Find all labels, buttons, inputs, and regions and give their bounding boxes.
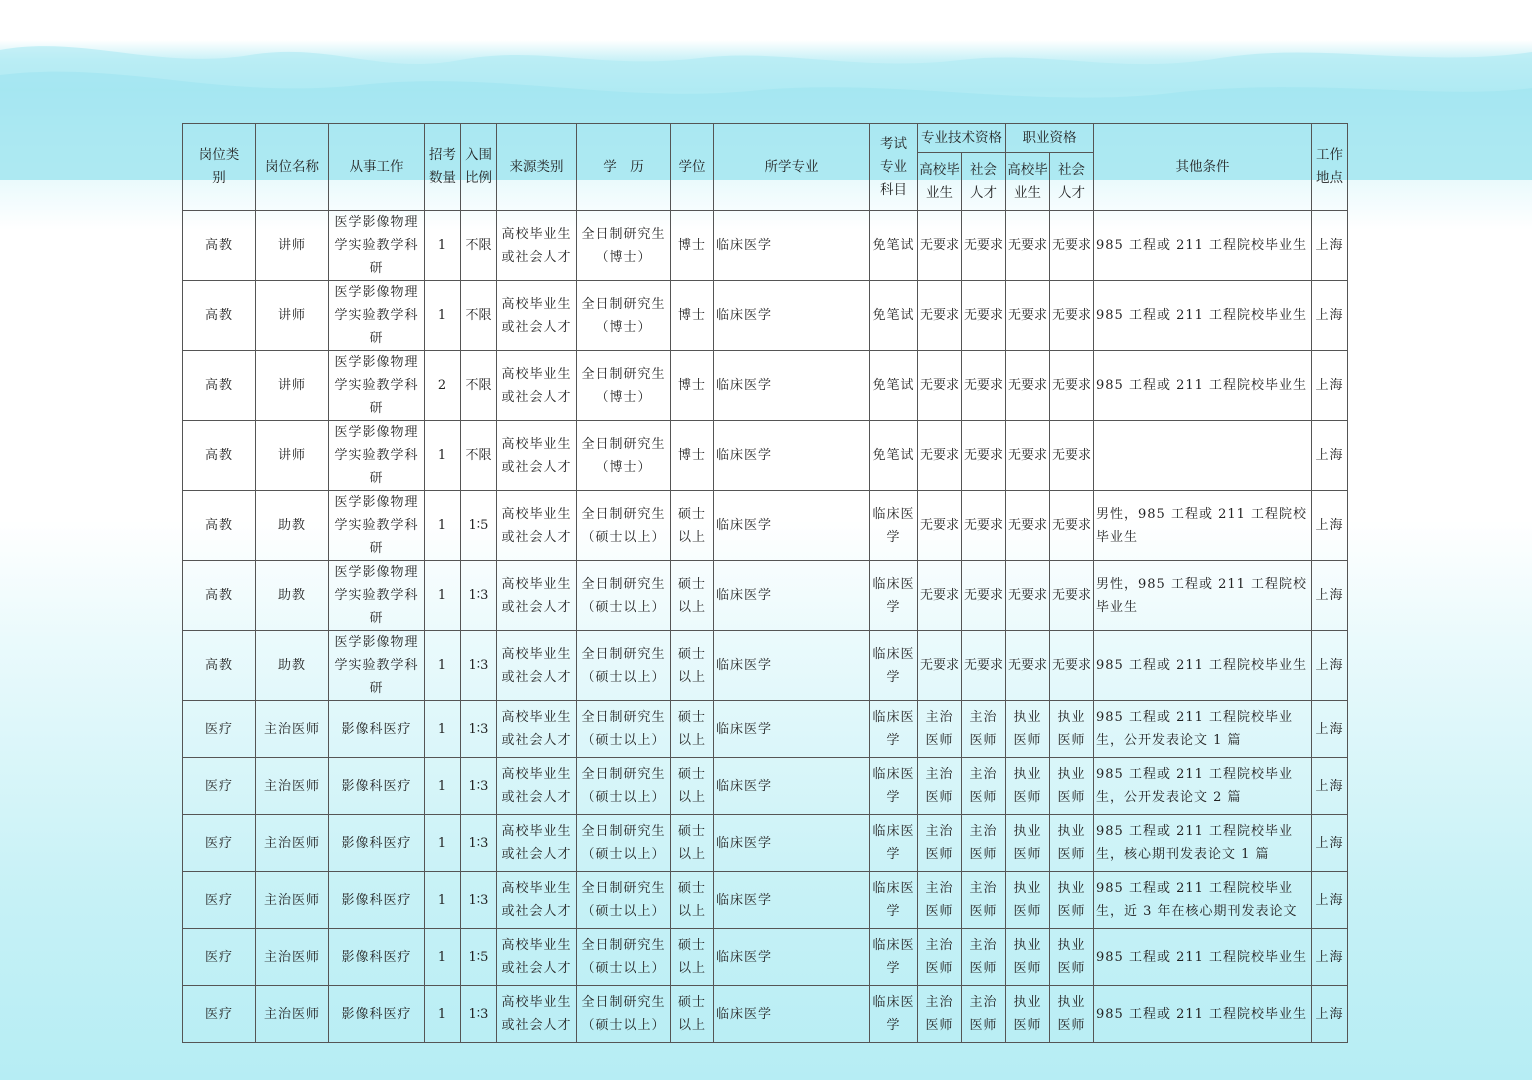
- cell-degree: 硕士以上: [671, 701, 714, 758]
- cell-tq-grad: 主治医师: [918, 986, 962, 1043]
- cell-tq-talent: 无要求: [962, 491, 1006, 561]
- cell-tq-talent: 无要求: [962, 211, 1006, 281]
- cell-pq-grad: 无要求: [1006, 211, 1050, 281]
- cell-tq-talent: 无要求: [962, 631, 1006, 701]
- cell-pq-talent: 执业医师: [1050, 758, 1094, 815]
- cell-other: 985 工程或 211 工程院校毕业生，公开发表论文 2 篇: [1094, 758, 1312, 815]
- cell-location: 上海: [1312, 815, 1348, 872]
- cell-pq-grad: 无要求: [1006, 631, 1050, 701]
- cell-count: 2: [425, 351, 461, 421]
- cell-source: 高校毕业生或社会人才: [497, 758, 577, 815]
- cell-pq-grad: 执业医师: [1006, 815, 1050, 872]
- cell-education: 全日制研究生（博士）: [577, 281, 671, 351]
- cell-degree: 硕士以上: [671, 561, 714, 631]
- cell-exam: 免笔试: [870, 421, 918, 491]
- cell-major: 临床医学: [714, 986, 870, 1043]
- cell-major: 临床医学: [714, 281, 870, 351]
- cell-location: 上海: [1312, 701, 1348, 758]
- cell-category: 高教: [183, 351, 256, 421]
- header-major: 所学专业: [714, 124, 870, 211]
- cell-major: 临床医学: [714, 561, 870, 631]
- cell-category: 高教: [183, 281, 256, 351]
- cell-other: [1094, 421, 1312, 491]
- cell-degree: 硕士以上: [671, 815, 714, 872]
- cell-work: 医学影像物理学实验教学科研: [329, 561, 425, 631]
- cell-position: 主治医师: [256, 815, 329, 872]
- cell-major: 临床医学: [714, 929, 870, 986]
- header-position: 岗位名称: [256, 124, 329, 211]
- cell-major: 临床医学: [714, 815, 870, 872]
- cell-work: 医学影像物理学实验教学科研: [329, 491, 425, 561]
- header-tq-talent: 社会人才: [962, 153, 1006, 211]
- recruitment-table: [182, 123, 1348, 1043]
- cell-position: 主治医师: [256, 929, 329, 986]
- cell-exam: 临床医学: [870, 815, 918, 872]
- cell-degree: 博士: [671, 281, 714, 351]
- cell-tq-grad: 主治医师: [918, 701, 962, 758]
- cell-tq-grad: 主治医师: [918, 872, 962, 929]
- cell-major: 临床医学: [714, 211, 870, 281]
- cell-pq-grad: 无要求: [1006, 421, 1050, 491]
- cell-source: 高校毕业生或社会人才: [497, 561, 577, 631]
- cell-ratio: 1∶3: [461, 986, 497, 1043]
- cell-tq-talent: 主治医师: [962, 872, 1006, 929]
- header-count: 招考数量: [425, 124, 461, 211]
- cell-work: 影像科医疗: [329, 929, 425, 986]
- cell-tq-talent: 主治医师: [962, 929, 1006, 986]
- cell-ratio: 不限: [461, 421, 497, 491]
- cell-source: 高校毕业生或社会人才: [497, 701, 577, 758]
- cell-other: 985 工程或 211 工程院校毕业生: [1094, 281, 1312, 351]
- cell-ratio: 不限: [461, 351, 497, 421]
- cell-count: 1: [425, 561, 461, 631]
- cell-work: 影像科医疗: [329, 986, 425, 1043]
- cell-work: 医学影像物理学实验教学科研: [329, 281, 425, 351]
- cell-pq-talent: 无要求: [1050, 421, 1094, 491]
- cell-location: 上海: [1312, 281, 1348, 351]
- cell-other: 985 工程或 211 工程院校毕业生: [1094, 986, 1312, 1043]
- cell-work: 影像科医疗: [329, 815, 425, 872]
- cell-location: 上海: [1312, 631, 1348, 701]
- cell-pq-grad: 执业医师: [1006, 758, 1050, 815]
- cell-category: 医疗: [183, 815, 256, 872]
- cell-location: 上海: [1312, 758, 1348, 815]
- cell-work: 医学影像物理学实验教学科研: [329, 211, 425, 281]
- cell-count: 1: [425, 986, 461, 1043]
- cell-pq-grad: 执业医师: [1006, 986, 1050, 1043]
- cell-education: 全日制研究生（硕士以上）: [577, 491, 671, 561]
- cell-category: 高教: [183, 631, 256, 701]
- cell-tq-talent: 无要求: [962, 351, 1006, 421]
- cell-pq-grad: 无要求: [1006, 281, 1050, 351]
- cell-exam: 临床医学: [870, 986, 918, 1043]
- cell-position: 主治医师: [256, 758, 329, 815]
- cell-exam: 免笔试: [870, 351, 918, 421]
- cell-education: 全日制研究生（硕士以上）: [577, 758, 671, 815]
- header-exam: 考试专业科目: [870, 124, 918, 211]
- cell-other: 985 工程或 211 工程院校毕业生: [1094, 631, 1312, 701]
- recruitment-table-container: [182, 123, 1348, 1043]
- cell-education: 全日制研究生（博士）: [577, 211, 671, 281]
- cell-major: 临床医学: [714, 872, 870, 929]
- cell-category: 医疗: [183, 929, 256, 986]
- cell-major: 临床医学: [714, 631, 870, 701]
- cell-count: 1: [425, 815, 461, 872]
- cell-ratio: 1∶5: [461, 491, 497, 561]
- cell-other: 985 工程或 211 工程院校毕业生: [1094, 211, 1312, 281]
- cell-exam: 免笔试: [870, 281, 918, 351]
- cell-degree: 硕士以上: [671, 929, 714, 986]
- cell-tq-grad: 主治医师: [918, 929, 962, 986]
- cell-tq-grad: 无要求: [918, 421, 962, 491]
- cell-pq-talent: 执业医师: [1050, 986, 1094, 1043]
- cell-pq-talent: 执业医师: [1050, 701, 1094, 758]
- header-tech-qualification: 专业技术资格: [918, 124, 1006, 153]
- cell-other: 985 工程或 211 工程院校毕业生，公开发表论文 1 篇: [1094, 701, 1312, 758]
- cell-source: 高校毕业生或社会人才: [497, 351, 577, 421]
- cell-location: 上海: [1312, 211, 1348, 281]
- cell-pq-grad: 执业医师: [1006, 701, 1050, 758]
- cell-major: 临床医学: [714, 421, 870, 491]
- cell-work: 影像科医疗: [329, 758, 425, 815]
- header-work: 从事工作: [329, 124, 425, 211]
- cell-pq-grad: 无要求: [1006, 491, 1050, 561]
- cell-tq-grad: 无要求: [918, 491, 962, 561]
- cell-category: 医疗: [183, 872, 256, 929]
- cell-category: 医疗: [183, 701, 256, 758]
- cell-pq-grad: 无要求: [1006, 561, 1050, 631]
- cell-tq-talent: 无要求: [962, 421, 1006, 491]
- cell-count: 1: [425, 758, 461, 815]
- cell-position: 助教: [256, 561, 329, 631]
- cell-tq-grad: 无要求: [918, 561, 962, 631]
- cell-exam: 临床医学: [870, 701, 918, 758]
- cell-source: 高校毕业生或社会人才: [497, 986, 577, 1043]
- cell-education: 全日制研究生（博士）: [577, 351, 671, 421]
- cell-other: 男性，985 工程或 211 工程院校毕业生: [1094, 491, 1312, 561]
- cell-pq-talent: 执业医师: [1050, 815, 1094, 872]
- cell-work: 影像科医疗: [329, 872, 425, 929]
- cell-pq-talent: 无要求: [1050, 631, 1094, 701]
- table-row: [183, 872, 1348, 929]
- cell-tq-grad: 无要求: [918, 281, 962, 351]
- cell-ratio: 1∶3: [461, 815, 497, 872]
- cell-pq-talent: 执业医师: [1050, 929, 1094, 986]
- header-prof-qualification: 职业资格: [1006, 124, 1094, 153]
- cell-work: 医学影像物理学实验教学科研: [329, 631, 425, 701]
- cell-tq-talent: 无要求: [962, 561, 1006, 631]
- table-row: [183, 491, 1348, 561]
- table-row: [183, 815, 1348, 872]
- cell-location: 上海: [1312, 929, 1348, 986]
- cell-location: 上海: [1312, 872, 1348, 929]
- table-row: [183, 561, 1348, 631]
- header-pq-grad: 高校毕业生: [1006, 153, 1050, 211]
- cell-ratio: 1∶3: [461, 701, 497, 758]
- cell-education: 全日制研究生（硕士以上）: [577, 561, 671, 631]
- cell-category: 高教: [183, 491, 256, 561]
- cell-count: 1: [425, 281, 461, 351]
- cell-category: 高教: [183, 421, 256, 491]
- cell-work: 影像科医疗: [329, 701, 425, 758]
- cell-ratio: 不限: [461, 211, 497, 281]
- cell-position: 助教: [256, 491, 329, 561]
- cell-count: 1: [425, 872, 461, 929]
- table-row: [183, 351, 1348, 421]
- cell-exam: 临床医学: [870, 561, 918, 631]
- cell-ratio: 不限: [461, 281, 497, 351]
- cell-education: 全日制研究生（硕士以上）: [577, 872, 671, 929]
- cell-education: 全日制研究生（硕士以上）: [577, 815, 671, 872]
- cell-other: 985 工程或 211 工程院校毕业生: [1094, 929, 1312, 986]
- cell-work: 医学影像物理学实验教学科研: [329, 421, 425, 491]
- cell-source: 高校毕业生或社会人才: [497, 815, 577, 872]
- cell-work: 医学影像物理学实验教学科研: [329, 351, 425, 421]
- cell-degree: 硕士以上: [671, 986, 714, 1043]
- cell-tq-talent: 主治医师: [962, 815, 1006, 872]
- cell-ratio: 1∶5: [461, 929, 497, 986]
- cell-position: 助教: [256, 631, 329, 701]
- cell-category: 医疗: [183, 986, 256, 1043]
- table-row: [183, 281, 1348, 351]
- cell-source: 高校毕业生或社会人才: [497, 872, 577, 929]
- cell-pq-grad: 无要求: [1006, 351, 1050, 421]
- cell-pq-talent: 无要求: [1050, 281, 1094, 351]
- cell-position: 主治医师: [256, 986, 329, 1043]
- cell-source: 高校毕业生或社会人才: [497, 491, 577, 561]
- cell-education: 全日制研究生（硕士以上）: [577, 701, 671, 758]
- cell-other: 985 工程或 211 工程院校毕业生: [1094, 351, 1312, 421]
- cell-exam: 临床医学: [870, 929, 918, 986]
- cell-major: 临床医学: [714, 351, 870, 421]
- cell-education: 全日制研究生（硕士以上）: [577, 986, 671, 1043]
- cell-other: 男性，985 工程或 211 工程院校毕业生: [1094, 561, 1312, 631]
- header-degree: 学位: [671, 124, 714, 211]
- cell-exam: 临床医学: [870, 872, 918, 929]
- header-source: 来源类别: [497, 124, 577, 211]
- cell-position: 讲师: [256, 211, 329, 281]
- cell-major: 临床医学: [714, 491, 870, 561]
- cell-major: 临床医学: [714, 701, 870, 758]
- cell-degree: 博士: [671, 211, 714, 281]
- header-tq-grad: 高校毕业生: [918, 153, 962, 211]
- table-row: [183, 631, 1348, 701]
- cell-count: 1: [425, 631, 461, 701]
- cell-pq-talent: 无要求: [1050, 561, 1094, 631]
- cell-source: 高校毕业生或社会人才: [497, 211, 577, 281]
- cell-position: 讲师: [256, 421, 329, 491]
- table-body: [183, 211, 1348, 1043]
- table-row: [183, 701, 1348, 758]
- cell-source: 高校毕业生或社会人才: [497, 421, 577, 491]
- cell-location: 上海: [1312, 561, 1348, 631]
- cell-count: 1: [425, 701, 461, 758]
- table-row: [183, 421, 1348, 491]
- cell-position: 讲师: [256, 351, 329, 421]
- cell-location: 上海: [1312, 351, 1348, 421]
- cell-ratio: 1∶3: [461, 561, 497, 631]
- cell-degree: 硕士以上: [671, 631, 714, 701]
- cell-tq-grad: 无要求: [918, 631, 962, 701]
- cell-category: 高教: [183, 561, 256, 631]
- cell-pq-grad: 执业医师: [1006, 929, 1050, 986]
- header-other: 其他条件: [1094, 124, 1312, 211]
- table-row: [183, 211, 1348, 281]
- cell-position: 主治医师: [256, 872, 329, 929]
- cell-count: 1: [425, 491, 461, 561]
- cell-tq-grad: 无要求: [918, 211, 962, 281]
- cell-pq-grad: 执业医师: [1006, 872, 1050, 929]
- header-ratio: 入围比例: [461, 124, 497, 211]
- cell-other: 985 工程或 211 工程院校毕业生，近 3 年在核心期刊发表论文: [1094, 872, 1312, 929]
- table-row: [183, 929, 1348, 986]
- cell-degree: 硕士以上: [671, 491, 714, 561]
- cell-category: 高教: [183, 211, 256, 281]
- table-row: [183, 758, 1348, 815]
- cell-tq-talent: 主治医师: [962, 758, 1006, 815]
- cell-exam: 临床医学: [870, 631, 918, 701]
- cell-pq-talent: 无要求: [1050, 211, 1094, 281]
- cell-count: 1: [425, 421, 461, 491]
- cell-source: 高校毕业生或社会人才: [497, 631, 577, 701]
- cell-location: 上海: [1312, 491, 1348, 561]
- cell-tq-grad: 主治医师: [918, 758, 962, 815]
- cell-tq-grad: 无要求: [918, 351, 962, 421]
- cell-exam: 免笔试: [870, 211, 918, 281]
- header-pq-talent: 社会人才: [1050, 153, 1094, 211]
- table-row: [183, 986, 1348, 1043]
- cell-source: 高校毕业生或社会人才: [497, 929, 577, 986]
- cell-degree: 硕士以上: [671, 872, 714, 929]
- cell-ratio: 1∶3: [461, 758, 497, 815]
- cell-degree: 博士: [671, 421, 714, 491]
- cell-category: 医疗: [183, 758, 256, 815]
- cell-position: 讲师: [256, 281, 329, 351]
- cell-tq-talent: 主治医师: [962, 986, 1006, 1043]
- cell-ratio: 1∶3: [461, 872, 497, 929]
- cell-degree: 博士: [671, 351, 714, 421]
- cell-tq-grad: 主治医师: [918, 815, 962, 872]
- cell-major: 临床医学: [714, 758, 870, 815]
- cell-position: 主治医师: [256, 701, 329, 758]
- header-location: 工作地点: [1312, 124, 1348, 211]
- cell-pq-talent: 执业医师: [1050, 872, 1094, 929]
- cell-degree: 硕士以上: [671, 758, 714, 815]
- cell-education: 全日制研究生（博士）: [577, 421, 671, 491]
- cell-count: 1: [425, 211, 461, 281]
- cell-tq-talent: 无要求: [962, 281, 1006, 351]
- header-education: 学 历: [577, 124, 671, 211]
- header-category: 岗位类别: [183, 124, 256, 211]
- cell-exam: 临床医学: [870, 758, 918, 815]
- cell-tq-talent: 主治医师: [962, 701, 1006, 758]
- cell-ratio: 1∶3: [461, 631, 497, 701]
- cell-pq-talent: 无要求: [1050, 351, 1094, 421]
- cell-count: 1: [425, 929, 461, 986]
- cell-location: 上海: [1312, 421, 1348, 491]
- cell-exam: 临床医学: [870, 491, 918, 561]
- cell-source: 高校毕业生或社会人才: [497, 281, 577, 351]
- cell-pq-talent: 无要求: [1050, 491, 1094, 561]
- cell-education: 全日制研究生（硕士以上）: [577, 929, 671, 986]
- cell-location: 上海: [1312, 986, 1348, 1043]
- cell-other: 985 工程或 211 工程院校毕业生，核心期刊发表论文 1 篇: [1094, 815, 1312, 872]
- cell-education: 全日制研究生（硕士以上）: [577, 631, 671, 701]
